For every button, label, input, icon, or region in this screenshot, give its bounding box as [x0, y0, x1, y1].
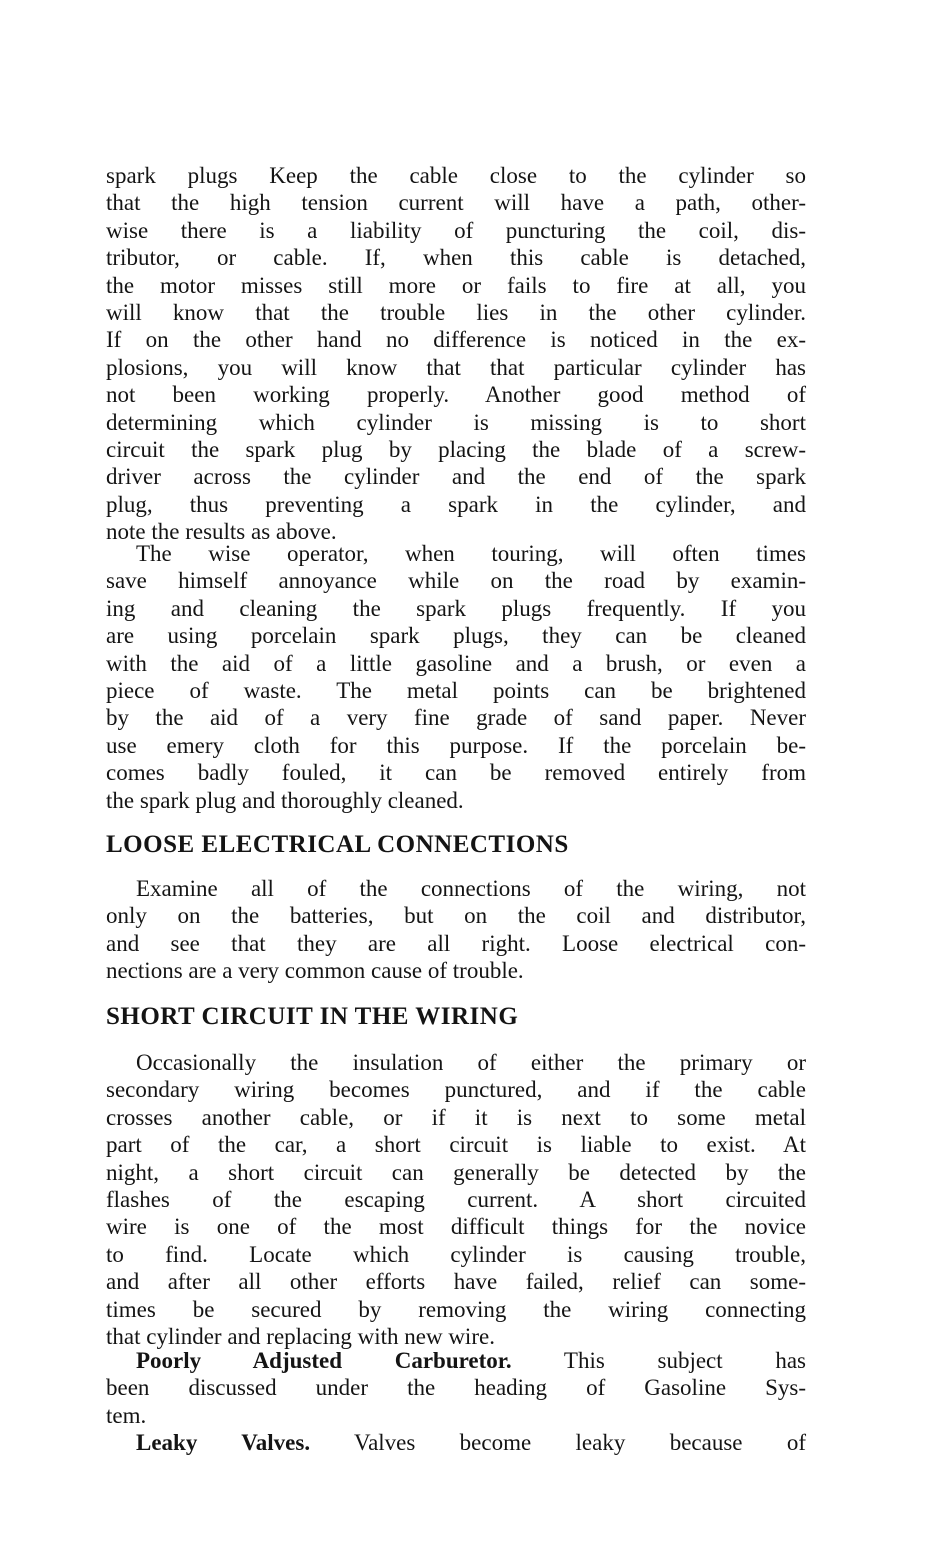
- text-line: [106, 957, 806, 984]
- line-text: If on the other hand no difference is noticed in the ex-: [106, 327, 806, 353]
- text-line: [106, 1296, 806, 1323]
- paragraph-spark-plug-test: [106, 162, 806, 546]
- line-text: nections are a very common cause of trouble.: [106, 958, 524, 984]
- line-text: tributor, or cable. If, when this cable is detached,: [106, 245, 806, 271]
- text-line: [106, 787, 806, 814]
- line-text: spark plugs Keep the cable close to the cylinder so: [106, 163, 806, 188]
- line-text: flashes of the escaping current. A short circuited: [106, 1187, 806, 1213]
- line-text: that the high tension current will have a path, other-: [106, 190, 806, 216]
- text-line: [106, 1159, 806, 1186]
- line-text: the spark plug and thoroughly cleaned.: [106, 787, 464, 813]
- text-line: [106, 1374, 806, 1401]
- line-text: will know that the trouble lies in the other cylinder.: [106, 300, 806, 326]
- text-line: [106, 1402, 806, 1429]
- text-line: [106, 409, 806, 436]
- line-text: determining which cylinder is missing is to short: [106, 409, 806, 435]
- line-text: not been working properly. Another good method of: [106, 382, 806, 408]
- line-text: circuit the spark plug by placing the blade of a screw-: [106, 437, 806, 463]
- line-text: tem.: [106, 1402, 147, 1428]
- text-line: [106, 1347, 806, 1374]
- text-line: [106, 540, 806, 567]
- line-text: comes badly fouled, it can be removed entirely from: [106, 760, 806, 786]
- line-text: to find. Locate which cylinder is causing trouble,: [106, 1241, 806, 1267]
- paragraph-carburetor: [106, 1347, 806, 1429]
- text-line: [106, 1241, 806, 1268]
- text-line: [106, 244, 806, 271]
- line-text: ing and cleaning the spark plugs frequently. If you: [106, 595, 806, 621]
- text-line: [106, 595, 806, 622]
- text-line: [106, 622, 806, 649]
- line-text: that cylinder and replacing with new wire.: [106, 1324, 495, 1350]
- text-line: [106, 704, 806, 731]
- text-line: [106, 1076, 806, 1103]
- text-line: [106, 650, 806, 677]
- line-text: This subject has: [563, 1348, 807, 1373]
- text-line: [106, 299, 806, 326]
- line-text: Occasionally the insulation of either the primary or: [136, 1050, 806, 1075]
- text-line: [106, 567, 806, 594]
- line-text: plug, thus preventing a spark in the cylinder, and: [106, 491, 806, 517]
- paragraph-cleaning-spark-plugs: [106, 540, 806, 814]
- line-text: save himself annoyance while on the road by examin-: [106, 568, 806, 594]
- line-text: night, a short circuit can generally be detected by the: [106, 1159, 806, 1185]
- line-text: plosions, you will know that that particular cylinder has: [106, 354, 806, 380]
- text-line: [106, 1429, 806, 1456]
- text-line: [106, 272, 806, 299]
- text-line: [106, 1268, 806, 1295]
- text-line: [106, 1131, 806, 1158]
- text-line: [106, 491, 806, 518]
- text-line: [106, 902, 806, 929]
- text-line: [106, 326, 806, 353]
- line-text: piece of waste. The metal points can be brightened: [106, 678, 806, 704]
- text-line: [106, 162, 806, 189]
- line-text: crosses another cable, or if it is next to some metal: [106, 1104, 806, 1130]
- text-line: [106, 1186, 806, 1213]
- line-text: by the aid of a very fine grade of sand paper. Never: [106, 705, 806, 731]
- line-text: use emery cloth for this purpose. If the porcelain be-: [106, 732, 806, 758]
- run-in-heading: Leaky Valves.: [136, 1430, 311, 1455]
- line-text: wire is one of the most difficult things for the novice: [106, 1214, 806, 1240]
- run-in-heading: Poorly Adjusted Carburetor.: [136, 1348, 512, 1373]
- line-text: Valves become leaky because of: [354, 1430, 806, 1455]
- line-text: The wise operator, when touring, will often times: [136, 541, 806, 566]
- line-text: been discussed under the heading of Gasoline Sys-: [106, 1375, 806, 1401]
- paragraph-leaky-valves: [106, 1429, 806, 1456]
- text-line: [106, 1104, 806, 1131]
- line-text: note the results as above.: [106, 519, 337, 545]
- text-line: [106, 354, 806, 381]
- text-line: [106, 732, 806, 759]
- line-text: secondary wiring becomes punctured, and if the cable: [106, 1077, 806, 1103]
- text-line: [106, 381, 806, 408]
- line-text: the motor misses still more or fails to fire at all, you: [106, 272, 806, 298]
- line-text: part of the car, a short circuit is liable to exist. At: [106, 1132, 806, 1158]
- line-text: and see that they are all right. Loose electrical con-: [106, 930, 806, 956]
- text-line: [106, 759, 806, 786]
- text-line: [106, 677, 806, 704]
- text-line: [106, 875, 806, 902]
- paragraph-short-circuit: [106, 1049, 806, 1350]
- line-text: and after all other efforts have failed, relief can some-: [106, 1269, 806, 1295]
- text-line: [106, 1049, 806, 1076]
- text-line: [106, 463, 806, 490]
- line-text: are using porcelain spark plugs, they can be cleaned: [106, 623, 806, 649]
- line-text: wise there is a liability of puncturing the coil, dis-: [106, 217, 806, 243]
- line-text: driver across the cylinder and the end of the spark: [106, 464, 806, 490]
- text-line: [106, 1213, 806, 1240]
- text-line: [106, 436, 806, 463]
- line-text: with the aid of a little gasoline and a brush, or even a: [106, 650, 806, 676]
- line-text: only on the batteries, but on the coil and distributor,: [106, 903, 806, 929]
- line-text: Examine all of the connections of the wiring, not: [136, 876, 806, 901]
- text-line: [106, 189, 806, 216]
- heading-short-circuit-wiring: SHORT CIRCUIT IN THE WIRING: [106, 1003, 519, 1030]
- paragraph-loose-connections: [106, 875, 806, 985]
- text-line: [106, 930, 806, 957]
- heading-loose-electrical-connections: LOOSE ELECTRICAL CONNECTIONS: [106, 831, 569, 858]
- text-line: [106, 217, 806, 244]
- line-text: times be secured by removing the wiring connecting: [106, 1296, 806, 1322]
